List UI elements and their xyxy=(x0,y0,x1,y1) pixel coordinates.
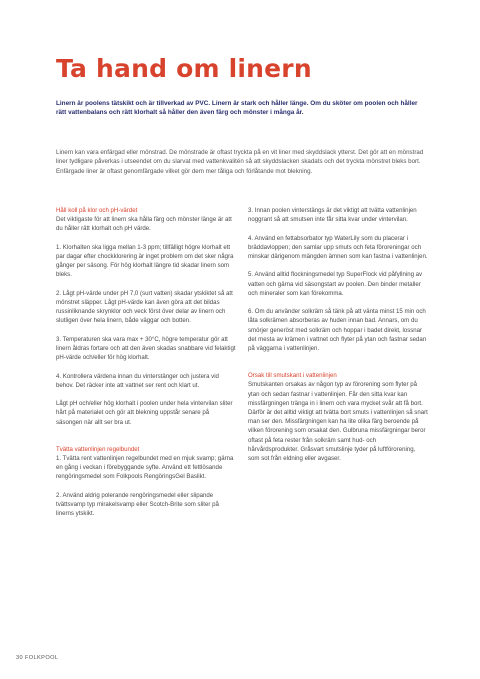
paragraph: 4. Använd en fettabsorbator typ WaterLily som du placerar i bräddavloppen; den samlar upp smuts och feta föroreningar och minskar därigenom mängden ämnen som kan fastna i vattenlinjen. xyxy=(248,234,428,260)
right-column xyxy=(248,206,428,472)
paragraph: Smutskanten orsakas av någon typ av förorening som flyter på ytan och sedan fastnar i vattenlinjen. Får den sitta kvar kan missfärgningen tränga in i linern och vara mycket svår att få bort. Därför är det alltid viktigt att tvätta bort smuts i vattenlinjen så snart man ser den. Missfärgningen kan ha lite olika färg beroende på vilken förorening som orsakat den. Gulbruna missfärgningar beror oftast på feta rester från solkräm samt hud- och hårvårdsprodukter. Gråsvart smutslinje tyder på luftförorening, som sot från eldning eller avgaser. xyxy=(248,381,428,463)
left-column xyxy=(56,206,236,528)
page-title: Ta hand om linern xyxy=(56,54,312,83)
paragraph: 2. Använd aldrig polerande rengöringsmedel eller slipande tvättsvamp typ mirakelsvamp eller Scotch-Brite som sliter på linerns ytskikt. xyxy=(56,491,219,518)
paragraph: 5. Använd alltid flockningsmedel typ SuperFlock vid påfyllning av vatten och gärna vid säsongstart av poolen. Den binder metaller och mineraler som kan förekomma. xyxy=(248,271,423,297)
paragraph: 2. Lågt pH-värde under pH 7,0 (surt vatten) skadar ytskiktet så att mönstret släpper. Lågt pH-värde kan även göra att det bildas russinliknande skrynklor och veck först över delar av linern och slutligen över hela linern, både väggar och botten. xyxy=(56,289,233,325)
section-heading-klor: Håll koll på klor och pH-värdet xyxy=(56,207,138,214)
paragraph: 6. Om du använder solkräm så tänk på att vänta minst 15 min och låta solkrämen absorberas av huden innan bad. Annars, om du smörjer generöst med solkräm och hoppar i badet direkt, lossnar det mesta av krämen i vattnet och flyter på ytan och fastnar sedan på väggarna i vattenlinjen. xyxy=(248,308,427,352)
body-paragraph: Linern kan vara enfärgad eller mönstrad. De mönstrade är oftast tryckta på en vit liner med skyddslack ytterst. Det gör att en mönstrad liner tydligare påverkas i utseendet om du slarvat med vattenkvalitén så att skyddslacken skadats och det tryckta mönstret bleks bort. Enfärgade liner är oftast genomfärgade vilket gör dem mer tåliga och förlåtande mot blekning. xyxy=(56,149,424,175)
paragraph: 1. Tvätta rent vattenlinjen regelbundet med en mjuk svamp; gärna en gång i veckan i förebyggande syfte. Använd ett fettlösande rengöringsmedel som Folkpools RengöringsGel Baslikt. xyxy=(56,455,234,481)
page-footer: 30 FOLKPOOL xyxy=(16,655,59,661)
paragraph: Lågt pH och/eller hög klorhalt i poolen under hela vintervilan sliter hårt på materialet och gör att blekning uppstår senare på säsongen när allt ser bra ut. xyxy=(56,400,233,426)
section-heading-orsak: Orsak till smutskant i vattenlinjen xyxy=(248,372,337,380)
paragraph: 4. Kontrollera värdena innan du vinterstänger och justera vid behov. Det räcker inte att vattnet ser rent och klart ut. xyxy=(56,372,219,389)
intro-paragraph: Linern är poolens tätskikt och är tillverkad av PVC. Linern är stark och håller länge. Om du sköter om poolen och håller rätt vattenbalans och rätt klorhalt så håller den även färg och mönster i många år. xyxy=(56,100,418,117)
paragraph: 1. Klorhalten ska ligga mellan 1-3 ppm; tillfälligt högre klorhalt ett par dagar efter chockklorering är inget problem om det sker några gånger per säsong. För hög klorhalt längre tid skadar linern som bleks. xyxy=(56,243,234,279)
paragraph: 3. Temperaturen ska vara max + 30°C, högre temperatur gör att linern åldras fortare och att den även skadas snabbare vid felaktigt pH-värde och/eller för hög klorhalt. xyxy=(56,335,236,362)
paragraph: 3. Innan poolen vinterstängs är det viktigt att tvätta vattenlinjen noggrant så att smutsen inte får sitta kvar under vintervilan. xyxy=(248,207,417,224)
paragraph: Det viktigaste för att linern ska hålla färg och mönster länge är att du håller rätt klorhalt och pH värde. xyxy=(56,216,232,233)
section-heading-tvatta: Tvätta vattenlinjen regelbundet xyxy=(56,445,140,453)
